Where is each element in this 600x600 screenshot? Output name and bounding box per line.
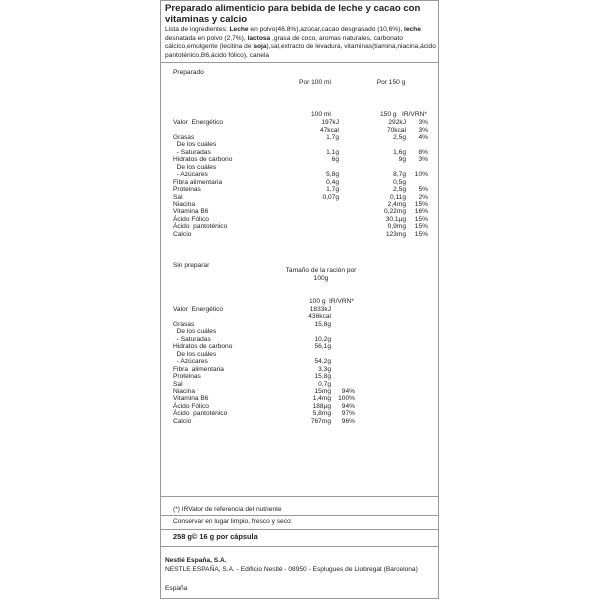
- net-quantity: 258 g© 16 g por cápsula: [173, 532, 258, 541]
- nutrient-label: Grasas: [173, 133, 195, 141]
- ingredient-text: en polvo(46.8%),azúcar,cacao desgrasado (10,6%),: [248, 26, 404, 33]
- per100g-value: 0,7g: [318, 380, 331, 388]
- nutrient-label: Valor Energético: [173, 306, 224, 313]
- separator: [161, 546, 438, 547]
- per100ml-value: 1,1g: [326, 148, 339, 156]
- separator: [161, 62, 438, 63]
- product-title: Preparado alimenticio para bebida de leche y cacao con vitaminas y calcio: [165, 3, 421, 25]
- nutrient-label: Proteinas: [173, 373, 201, 381]
- per150g-value: 2,5g: [393, 133, 406, 141]
- nutrient-label: Calcio: [173, 230, 192, 238]
- separator: [161, 496, 438, 497]
- per100g-value: 54,2g: [314, 358, 331, 366]
- company-country: España: [165, 585, 188, 592]
- per100g-value: 1833kJ: [309, 306, 331, 313]
- ingredient-text: ,grasa de coco, aromas naturales, carbonato cálcico,emulgente (lecitina de: [165, 34, 403, 51]
- per100g-value: 15mg: [314, 387, 331, 395]
- ir-percent: 3%: [418, 156, 428, 164]
- per100ml-value: 197kJ: [321, 119, 339, 126]
- nutrient-label: - Saturadas: [173, 335, 211, 343]
- prepared-subheader-ir: IR/VRN*: [402, 111, 427, 118]
- per100g-value: 5,8mg: [312, 410, 331, 418]
- allergen-text: leche: [404, 26, 421, 33]
- ir-percent: 15%: [414, 230, 428, 238]
- per150g-value: 2,5g: [393, 186, 406, 194]
- nutrient-label: Grasas: [173, 320, 195, 328]
- nutrient-label: - Saturadas: [173, 148, 211, 156]
- nutrient-label: Niacina: [173, 200, 195, 208]
- separator: [161, 529, 438, 530]
- ir-percent: 8%: [418, 148, 428, 156]
- nutrient-label: Ácido Fólico: [173, 402, 209, 410]
- ir-percent: 15%: [414, 215, 428, 223]
- per100g-value: 1,4mg: [312, 395, 331, 403]
- ir-percent: 2%: [418, 193, 428, 201]
- ir-percent: 94%: [341, 387, 355, 395]
- per150g-value: 9g: [398, 156, 406, 164]
- per100ml-value: 6g: [331, 156, 339, 164]
- unprepared-serving-header-line2: 100g: [313, 275, 329, 282]
- ingredient-text: Lista de ingredientes:: [165, 26, 230, 33]
- ir-percent: 10%: [414, 171, 428, 179]
- storage-instructions: Conservar en lugar limpio, fresco y seco:: [173, 518, 293, 525]
- ir-percent: 3%: [418, 126, 428, 134]
- per100ml-value: 47kcal: [319, 126, 339, 134]
- per100g-value: 3,3g: [318, 365, 331, 373]
- unprepared-section-label: Sin preparar: [173, 262, 210, 269]
- prepared-subheader-150g: 150 g: [380, 111, 397, 118]
- prepared-per100-header: Por 100 ml: [299, 79, 331, 86]
- nutrient-label: Fibra alimentaria: [173, 178, 223, 186]
- ingredient-text: desnatada en polvo (2,7%),: [165, 34, 248, 42]
- allergen-text: Leche: [229, 26, 249, 33]
- nutrient-label: Sal: [173, 193, 183, 201]
- per100g-value: 188µg: [312, 402, 331, 410]
- ir-percent: 4%: [418, 133, 428, 141]
- ir-percent: 15%: [414, 200, 428, 208]
- ir-percent: 5%: [418, 186, 428, 194]
- per150g-value: 30,1µg: [385, 215, 406, 223]
- unprepared-subheader-100g: 100 g: [309, 298, 326, 305]
- ir-percent: 97%: [341, 410, 355, 418]
- per150g-value: 0,11g: [389, 193, 406, 201]
- per150g-value: 0,9mg: [387, 223, 406, 231]
- nutrient-label: De los cuáles: [173, 350, 217, 358]
- nutrient-label: Fibra alimentaria: [173, 365, 224, 373]
- per150g-value: 0,22mg: [384, 208, 406, 216]
- nutrient-label: Valor Energético: [173, 119, 224, 126]
- per100g-value: 767mg: [310, 417, 331, 425]
- ingredient-text: ),sal,extracto de levadura, vitaminas(tiamina,niacina,ácido pantoténico,B6,ácido fólico), canela: [165, 43, 436, 59]
- per100g-value: 10,2g: [314, 335, 331, 343]
- nutrient-label: De los cuáles: [173, 141, 217, 149]
- nutrient-label: Niacina: [173, 387, 195, 395]
- per100ml-value: 1,7g: [326, 133, 339, 141]
- per100g-value: 56,1g: [314, 343, 331, 351]
- per150g-value: 292kJ: [388, 119, 406, 126]
- per150g-value: 1,6g: [393, 148, 406, 156]
- prepared-section-label: Preparado: [173, 69, 204, 76]
- nutrient-label: Ácido Fólico: [173, 215, 209, 223]
- per100ml-value: 0,4g: [326, 178, 339, 186]
- nutrient-label: Ácido pantoténico: [173, 410, 228, 418]
- unprepared-serving-header-line1: Tamaño de la ración por: [285, 267, 357, 274]
- allergen-text: lactosa: [247, 34, 271, 42]
- nutrient-label: Proteinas: [173, 186, 201, 194]
- footnote: (*) IRValor de referencia del nutriente: [173, 506, 282, 513]
- per150g-value: 70kcal: [386, 126, 406, 134]
- per100ml-value: 5,8g: [326, 171, 339, 179]
- per150g-value: 123mg: [385, 230, 406, 238]
- per150g-value: 0,5g: [393, 178, 406, 186]
- per100ml-value: 1,7g: [326, 186, 339, 194]
- ir-percent: 96%: [341, 417, 355, 425]
- nutrient-label: Hidratos de carbono: [173, 156, 233, 164]
- nutrient-label: Vitamina B6: [173, 208, 209, 216]
- ir-percent: 15%: [414, 223, 428, 231]
- nutrition-label: [160, 0, 439, 599]
- nutrient-label: Vitamina B6: [173, 395, 209, 403]
- nutrient-label: Sal: [173, 380, 183, 388]
- per100g-value: 15,8g: [314, 373, 331, 381]
- ir-percent: 94%: [341, 402, 355, 410]
- per150g-value: 8,7g: [393, 171, 406, 179]
- prepared-subheader-100ml: 100 ml: [311, 111, 331, 118]
- allergen-text: soja: [253, 43, 267, 51]
- nutrient-label: - Azúcares: [173, 171, 208, 179]
- nutrient-label: Ácido pantoténico: [173, 223, 228, 231]
- unprepared-subheader-ir: IR/VRN*: [329, 298, 354, 305]
- ir-percent: 100%: [338, 395, 355, 403]
- separator: [161, 515, 438, 516]
- company-address: NESTLE ESPAÑA, S.A. - Edificio Nestlé - 08950 - Esplugues de Llobregat (Barcelona): [165, 566, 418, 573]
- per150g-value: 2,4mg: [387, 200, 406, 208]
- per100g-value: 15,8g: [314, 320, 331, 328]
- nutrient-label: Hidratos de carbono: [173, 343, 233, 351]
- nutrient-label: - Azúcares: [173, 358, 208, 366]
- ir-percent: 16%: [414, 208, 428, 216]
- per100ml-value: 0,07g: [322, 193, 339, 201]
- nutrient-label: De los cuáles: [173, 163, 217, 171]
- nutrient-label: De los cuáles: [173, 328, 217, 336]
- ingredients-list: [165, 26, 437, 60]
- ir-percent: 3%: [418, 119, 428, 126]
- per100g-value: 436kcal: [308, 313, 331, 321]
- nutrient-label: Calcio: [173, 417, 192, 425]
- prepared-per150-header: Por 150 g: [376, 79, 406, 86]
- company-name: Nestlé España, S.A.: [165, 557, 227, 564]
